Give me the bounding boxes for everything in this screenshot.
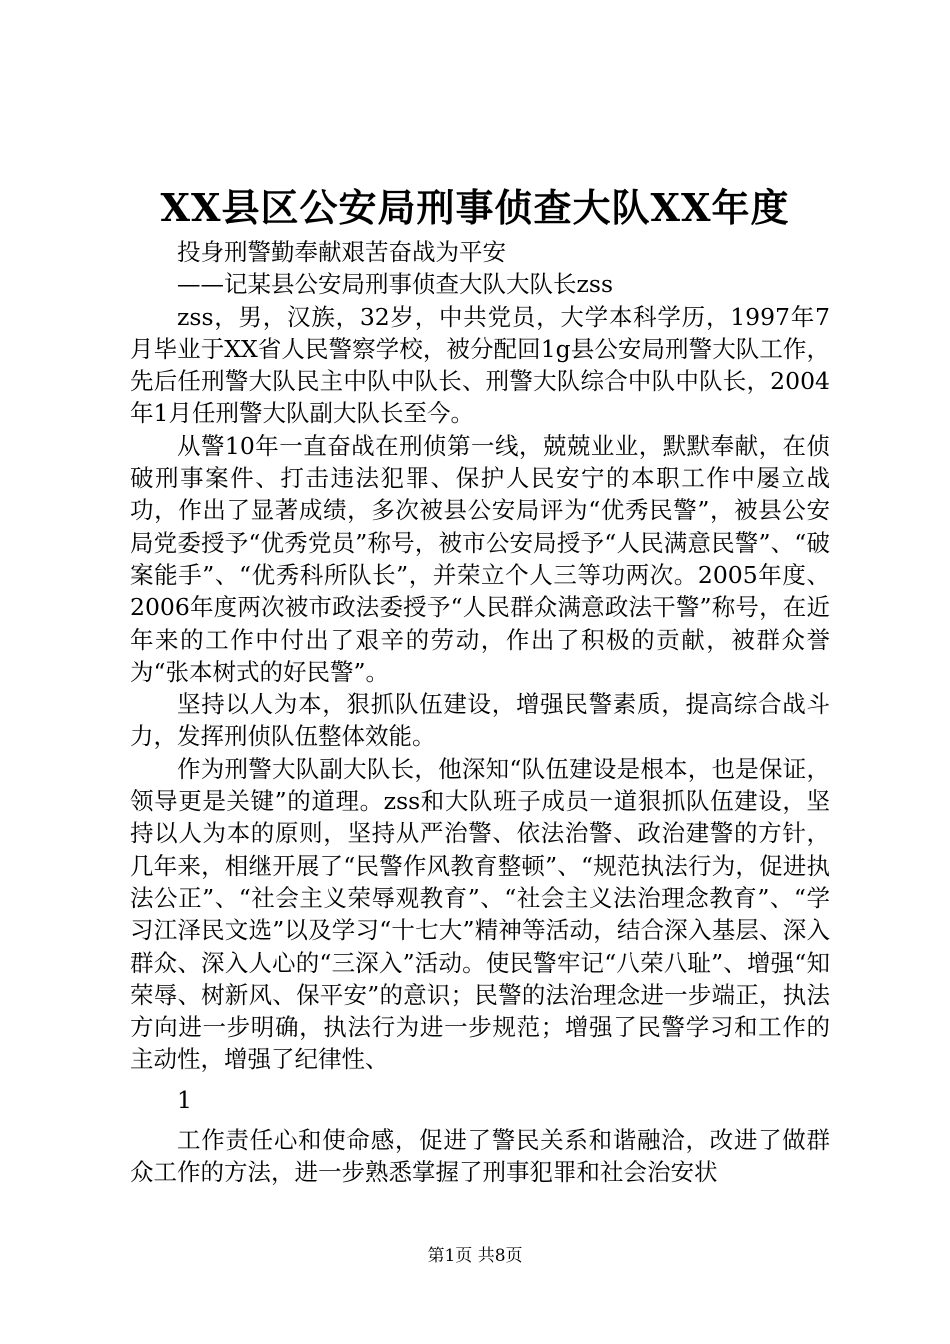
paragraph-continuation: 工作责任心和使命感，促进了警民关系和谐融洽，改进了做群众工作的方法，进一步熟悉掌握了刑事犯罪和社会治安状 [130, 1125, 830, 1187]
subtitle-line-2: ——记某县公安局刑事侦查大队大队长zss [177, 270, 614, 299]
document-body [130, 236, 830, 1188]
subtitle-line-1: 投身刑警勤奉献艰苦奋战为平安 [177, 238, 506, 266]
paragraph-heading-team: 坚持以人为本，狠抓队伍建设，增强民警素质，提高综合战斗力，发挥刑侦队伍整体效能。 [130, 690, 830, 751]
paragraph-team-building: 作为刑警大队副大队长，他深知“队伍建设是根本，也是保证，领导更是关键”的道理。zss和大队班子成员一道狠抓队伍建设，坚持以人为本的原则，坚持从严治警、依法治警、政治建警的方针，几年来，相继开展了“民警作风教育整顿”、“规范执法行为，促进执法公正”、“社会主义荣辱观教育”、“社会主义法治理念教育”、“学习江泽民文选”以及学习“十七大”精神等活动，结合深入基层、深入群众、深入人心的“三深入”活动。使民警牢记“八荣八耻”、增强“知荣辱、树新风、保平安”的意识；民警的法治理念进一步端正，执法方向进一步明确，执法行为进一步规范；增强了民警学习和工作的主动性，增强了纪律性、 [130, 754, 830, 1074]
inline-page-number: 1 [177, 1085, 192, 1114]
page-footer: 第1页 共8页 [427, 1246, 523, 1266]
paragraph-achievements: 从警10年一直奋战在刑侦第一线，兢兢业业，默默奉献，在侦破刑事案件、打击违法犯罪、保护人民安宁的本职工作中屡立战功，作出了显著成绩，多次被县公安局评为“优秀民警”，被县公安局党委授予“优秀党员”称号，被市公安局授予“人民满意民警”、“破案能手”、“优秀科所队长”，并荣立个人三等功两次。2005年度、2006年度两次被市政法委授予“人民群众满意政法干警”称号，在近年来的工作中付出了艰辛的劳动，作出了积极的贡献，被群众誉为“张本树式的好民警”。 [130, 431, 830, 686]
document-title: XX县区公安局刑事侦查大队XX年度 [160, 185, 790, 230]
paragraph-profile: zss，男，汉族，32岁，中共党员，大学本科学历，1997年7月毕业于XX省人民警察学校，被分配回1g县公安局刑警大队工作，先后任刑警大队民主中队中队长、刑警大队综合中队中队长，2004年1月任刑警大队副大队长至今。 [130, 302, 830, 428]
